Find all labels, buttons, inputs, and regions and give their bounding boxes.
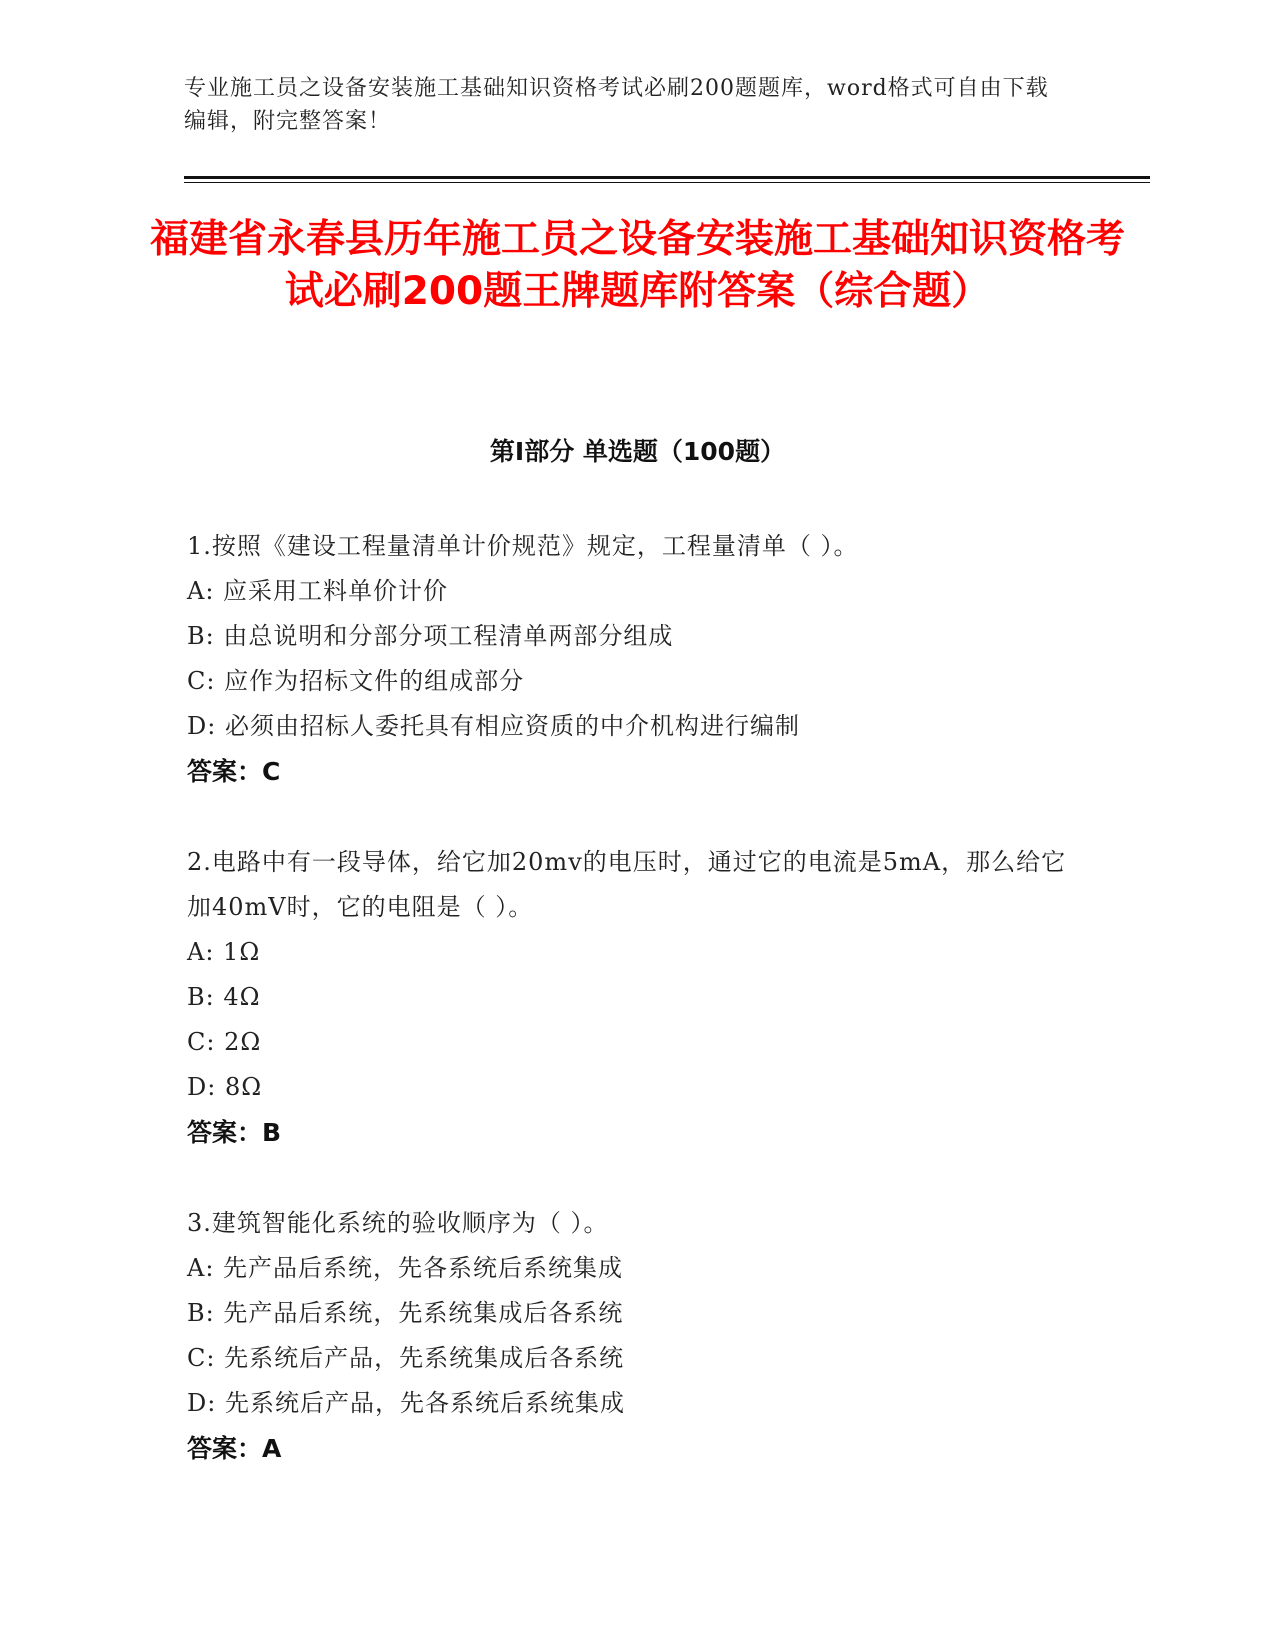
question-stem: 2.电路中有一段导体，给它加20mv的电压时，通过它的电流是5mA，那么给它加40mV时，它的电阻是（ ）。: [187, 848, 1067, 921]
option-b: B: 先产品后系统，先系统集成后各系统: [187, 1299, 624, 1327]
question-stem: 1.按照《建设工程量清单计价规范》规定，工程量清单（ ）。: [187, 532, 859, 560]
answer-line: 答案：B: [187, 1118, 282, 1147]
header-divider-thin: [184, 182, 1150, 183]
question-2: [187, 840, 1067, 1155]
header-divider-thick: [184, 176, 1150, 179]
option-b: B: 由总说明和分部分项工程清单两部分组成: [187, 622, 674, 650]
question-3: [187, 1201, 1067, 1471]
option-d: D: 8Ω: [187, 1073, 263, 1101]
option-a: A: 1Ω: [187, 938, 261, 966]
question-1: [187, 524, 1067, 794]
header-note: 专业施工员之设备安装施工基础知识资格考试必刷200题题库，word格式可自由下载编辑，附完整答案！: [184, 76, 1049, 134]
option-c: C: 2Ω: [187, 1028, 262, 1056]
answer-line: 答案：A: [187, 1434, 282, 1463]
option-d: D: 先系统后产品，先各系统后系统集成: [187, 1389, 625, 1417]
answer-line: 答案：C: [187, 757, 281, 786]
question-stem: 3.建筑智能化系统的验收顺序为（ ）。: [187, 1209, 609, 1237]
section-title: 第Ⅰ部分 单选题（100题）: [489, 437, 786, 466]
document-title: 福建省永春县历年施工员之设备安装施工基础知识资格考试必刷200题王牌题库附答案（综合题）: [150, 217, 1126, 314]
option-c: C: 先系统后产品，先系统集成后各系统: [187, 1344, 625, 1372]
option-c: C: 应作为招标文件的组成部分: [187, 667, 525, 695]
option-d: D: 必须由招标人委托具有相应资质的中介机构进行编制: [187, 712, 800, 740]
option-a: A: 应采用工料单价计价: [187, 577, 449, 605]
question-list: [187, 524, 1067, 1517]
option-a: A: 先产品后系统，先各系统后系统集成: [187, 1254, 624, 1282]
option-b: B: 4Ω: [187, 983, 261, 1011]
